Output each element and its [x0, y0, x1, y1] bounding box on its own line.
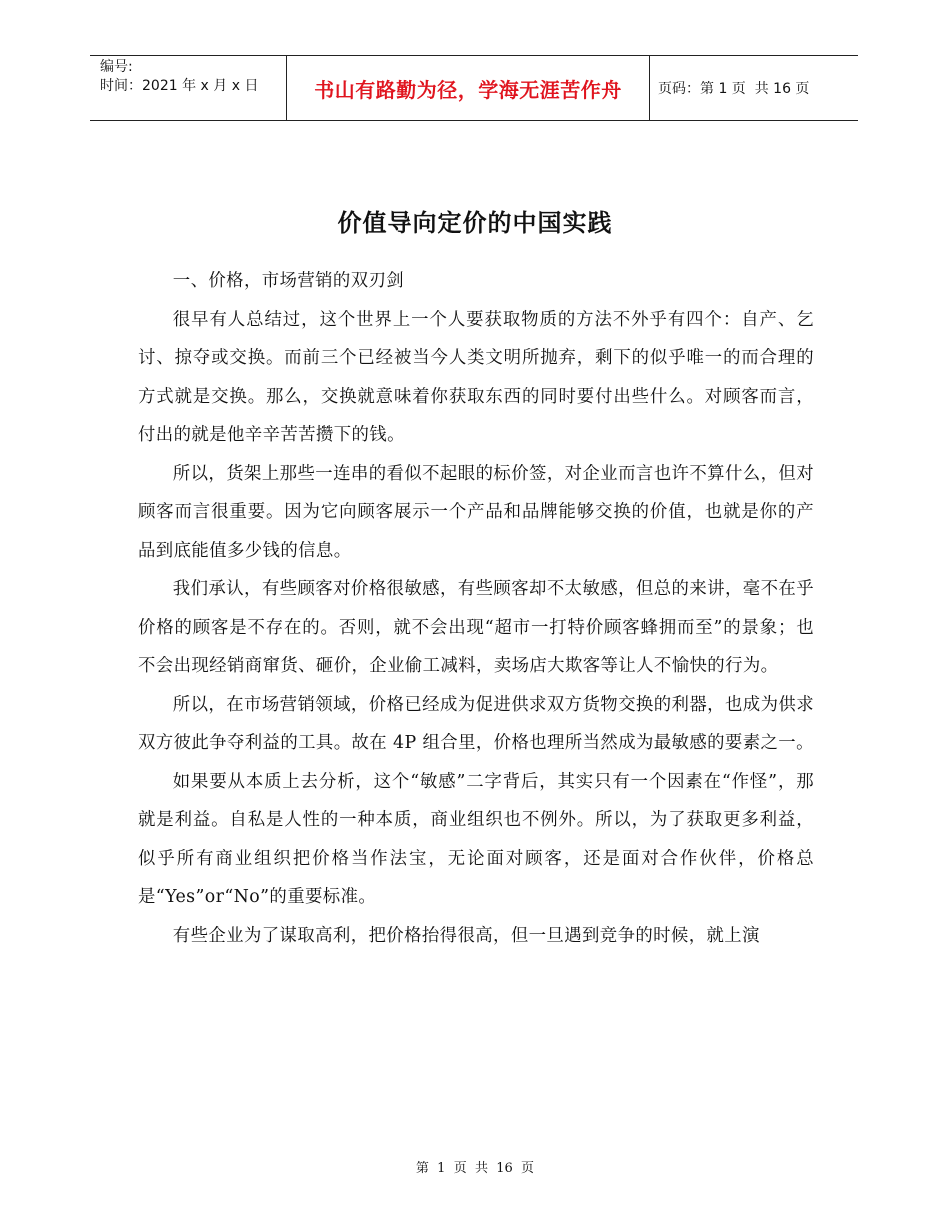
document-time-label: 时间：2021 年 x 月 x 日 [100, 78, 259, 94]
document-body [138, 262, 814, 955]
header-meta [100, 58, 280, 96]
header-page-text: 页码：第 1 页 共 16 页 [658, 81, 810, 97]
footer-page-number: 第 1 页 共 16 页 [415, 1161, 535, 1176]
paragraph: 所以，货架上那些一连串的看似不起眼的标价签，对企业而言也许不算什么，但对顾客而言很重要。因为它向顾客展示一个产品和品牌能够交换的价值，也就是你的产品到底能值多少钱的信息。 [138, 463, 814, 561]
header-page-number [658, 56, 858, 120]
header-motto: 书山有路勤为径，学海无涯苦作舟 [314, 77, 622, 102]
document-title: 价值导向定价的中国实践 [337, 209, 613, 237]
document-number-label: 编号: [100, 59, 133, 75]
header-divider [649, 56, 650, 120]
paragraph: 如果要从本质上去分析，这个“敏感”二字背后，其实只有一个因素在“作怪”，那就是利益。自私是人性的一种本质，商业组织也不例外。所以，为了获取更多利益，似乎所有商业组织把价格当作法宝，无论面对顾客，还是面对合作伙伴，价格总是“Yes”or“No”的重要标准。 [138, 771, 814, 907]
paragraph: 有些企业为了谋取高利，把价格抬得很高，但一旦遇到竞争的时候，就上演 [172, 925, 760, 946]
document-header [90, 55, 858, 121]
paragraph: 所以，在市场营销领域，价格已经成为促进供求双方货物交换的利器，也成为供求双方彼此争夺利益的工具。故在 4P 组合里，价格也理所当然成为最敏感的要素之一。 [138, 694, 814, 753]
paragraph: 我们承认，有些顾客对价格很敏感，有些顾客却不太敏感，但总的来讲，毫不在乎价格的顾客是不存在的。否则，就不会出现“超市一打特价顾客蜂拥而至”的景象；也不会出现经销商窜货、砸价，企业偷工减料，卖场店大欺客等让人不愉快的行为。 [138, 579, 814, 676]
section-heading: 一、价格，市场营销的双刃剑 [172, 271, 405, 291]
paragraph: 很早有人总结过，这个世界上一个人要获取物质的方法不外乎有四个：自产、乞讨、掠夺或交换。而前三个已经被当今人类文明所抛弃，剩下的似乎唯一的而合理的方式就是交换。那么，交换就意味着你获取东西的同时要付出些什么。对顾客而言，付出的就是他辛辛苦苦攒下的钱。 [138, 309, 814, 445]
page-footer [0, 1157, 950, 1176]
